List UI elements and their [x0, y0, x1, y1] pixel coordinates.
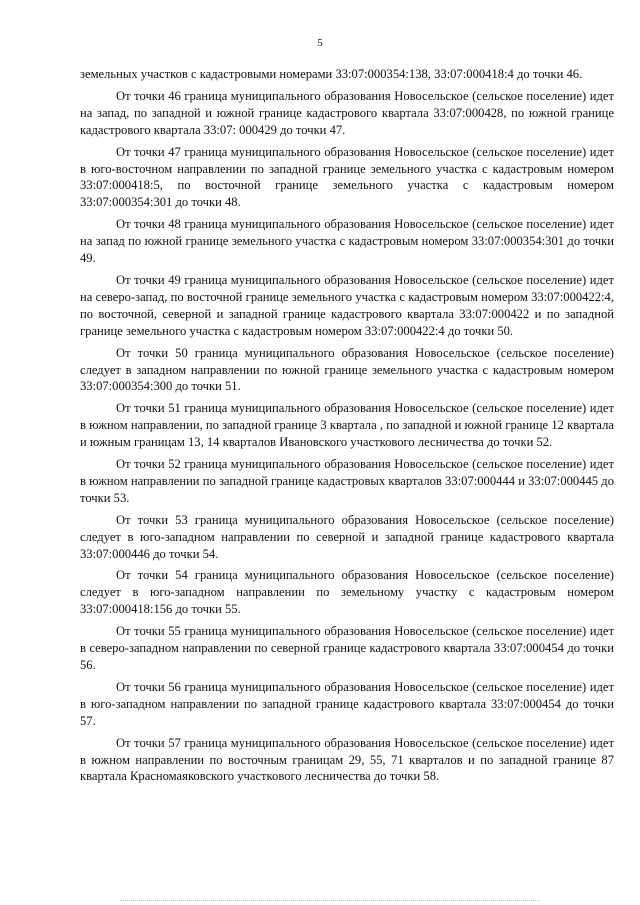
- paragraph-continuation: земельных участков с кадастровыми номерами 33:07:000354:138, 33:07:000418:4 до точки 46.: [80, 67, 583, 81]
- paragraph-point-47: От точки 47 граница муниципального образования Новосельское (сельское поселение) идет в юго-восточном направлении по западной границе земельного участка с кадастровым номером 33:07:000418:5, по восточной границе земельного участка с кадастровым номером 33:07:000354:301 до точки 48.: [80, 144, 614, 210]
- paragraph-point-55: От точки 55 граница муниципального образования Новосельское (сельское поселение) идет в северо-западном направлении по северной границе кадастрового квартала 33:07:000454 до точки 56.: [80, 624, 614, 672]
- paragraph-point-52: От точки 52 граница муниципального образования Новосельское (сельское поселение) идет в южном направлении по западной границе кадастровых кварталов 33:07:000444 и 33:07:000445 до точки 53.: [80, 457, 614, 505]
- paragraph-point-49: От точки 49 граница муниципального образования Новосельское (сельское поселение) идет на северо-запад, по восточной границе земельного участка с кадастровым номером 33:07:000422:4, по восточной, северной и западной границе кадастрового квартала 33:07:000422 и по западной границе земельного участка с кадастровым номером 33:07:000422:4 до точки 50.: [80, 272, 614, 338]
- paragraph-point-53: От точки 53 граница муниципального образования Новосельское (сельское поселение) следует в юго-западном направлении по северной и западной границе кадастрового квартала 33:07:000446 до точки 54.: [80, 512, 614, 561]
- page-number: 5: [317, 37, 323, 49]
- paragraph-point-51: От точки 51 граница муниципального образования Новосельское (сельское поселение) идет в южном направлении, по западной границе 3 квартала , по западной и южной границе 12 квартала и южным границам 13, 14 кварталов Ивановского участкового лесничества до точки 52.: [80, 401, 614, 450]
- paragraph-point-46: От точки 46 граница муниципального образования Новосельское (сельское поселение) идет на запад, по западной и южной границе кадастрового квартала 33:07:000428, по южной границе кадастрового квартала 33:07: 000429 до точки 47.: [80, 88, 614, 137]
- paragraph-point-50: От точки 50 граница муниципального образования Новосельское (сельское поселение) следует в западном направлении по южной границе земельного участка с кадастровым номером 33:07:000354:300 до точки 51.: [80, 345, 614, 394]
- paragraph-point-56: От точки 56 граница муниципального образования Новосельское (сельское поселение) идет в юго-западном направлении по западной границе кадастрового квартала 33:07:000454 до точки 57.: [80, 679, 614, 728]
- paragraph-point-48: От точки 48 граница муниципального образования Новосельское (сельское поселение) идет на запад по южной границе земельного участка с кадастровым номером 33:07:000354:301 до точки 49.: [80, 217, 614, 266]
- document-body: [80, 66, 614, 790]
- scan-edge-divider: [120, 900, 540, 901]
- paragraph-point-57: От точки 57 граница муниципального образования Новосельское (сельское поселение) идет в южном направлении по восточным границам 29, 55, 71 кварталов и по западной границе 87 квартала Красномаяковского участкового лесничества до точки 58.: [80, 735, 614, 784]
- paragraph-point-54: От точки 54 граница муниципального образования Новосельское (сельское поселение) следует в юго-западном направлении по земельному участку с кадастровым номером 33:07:000418:156 до точки 55.: [80, 568, 614, 617]
